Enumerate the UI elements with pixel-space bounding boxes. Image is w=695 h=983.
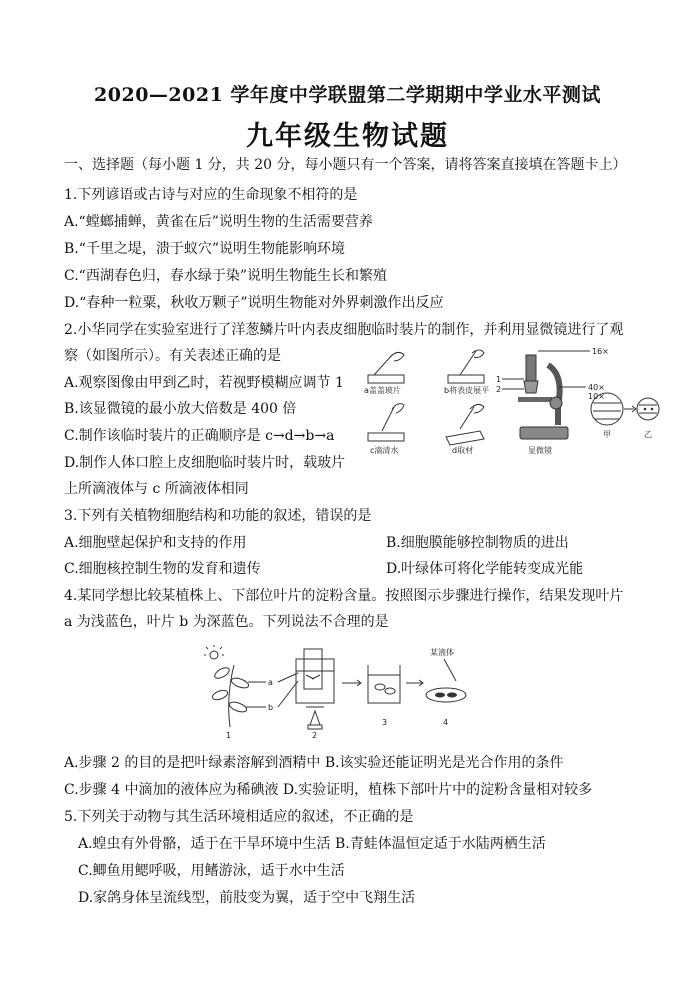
exam-subtitle: 九年级生物试题: [246, 121, 449, 152]
label-jia: 甲: [603, 430, 611, 439]
view-yi-figure: [637, 398, 659, 439]
water-bath-figure: [296, 649, 334, 740]
q1-stem: 1.下列谚语或古诗与对应的生命现象不相符的是: [64, 187, 358, 203]
label-step-1: 1: [226, 731, 232, 740]
q1-option-d: D.“春种一粒粟，秋收万颗子”说明生物能对外界刺激作出反应: [64, 295, 444, 311]
slide-step-a-figure: [364, 352, 404, 395]
label-num-2: 2: [496, 385, 502, 394]
q2-figure: [360, 345, 660, 460]
label-step-b: b将表皮展平: [444, 386, 490, 395]
q2-option-d-line1: D.制作人体口腔上皮细胞临时装片时，载玻片: [64, 455, 346, 471]
q3-option-c: C.细胞核控制生物的发育和遗传: [64, 561, 261, 577]
petri-dish-figure: [426, 647, 466, 727]
q2-option-d-line2: 上所滴液体与 c 所滴液体相同: [64, 481, 249, 497]
label-microscope: 显微镜: [528, 446, 552, 455]
microscope-figure: [496, 347, 609, 455]
label-leaf-a: a: [268, 678, 273, 687]
label-leaf-b: b: [268, 703, 274, 712]
label-step-d: d取材: [452, 446, 474, 455]
q1-option-b: B.“千里之堤，溃于蚁穴”说明生物能影响环境: [64, 241, 346, 257]
q3-option-d: D.叶绿体可将化学能转变成光能: [386, 561, 584, 577]
q5-option-c: C.鲫鱼用鳃呼吸，用鳍游泳，适于水中生活: [78, 863, 345, 879]
q4-stem-line2: a 为浅蓝色，叶片 b 为深蓝色。下列说法不合理的是: [64, 614, 389, 630]
beaker-figure: [368, 665, 400, 727]
q1-option-c: C.“西湖春色归，春水绿于染”说明生物能生长和繁殖: [64, 268, 387, 284]
q4-options-cd: C.步骤 4 中滴加的液体应为稀碘液 D.实验证明，植株下部叶片中的淀粉含量相对较多: [64, 782, 593, 798]
label-step-c: c滴清水: [370, 446, 399, 455]
label-step-3: 3: [382, 718, 388, 727]
q4-figure: [200, 645, 480, 740]
q2-stem-line1: 2.小华同学在实验室进行了洋葱鳞片叶内表皮细胞临时装片的制作，并利用显微镜进行了观: [64, 322, 624, 338]
q4-options-ab: A.步骤 2 的目的是把叶绿素溶解到酒精中 B.该实验还能证明光是光合作用的条件: [64, 755, 564, 771]
exam-title: 2020—2021 学年度中学联盟第二学期期中学业水平测试: [94, 84, 601, 106]
q4-stem-line1: 4.某同学想比较某植株上、下部位叶片的淀粉含量。按照图示步骤进行操作，结果发现叶片: [64, 588, 624, 604]
section-heading: 一、选择题（每小题 1 分，共 20 分，每小题只有一个答案，请将答案直接填在答题卡上）: [64, 157, 627, 173]
slide-step-b-figure: [444, 350, 489, 395]
label-step-4: 4: [443, 718, 449, 727]
plant-figure: [204, 645, 273, 740]
label-16x: 16×: [592, 347, 609, 356]
label-some-liquid: 某液体: [430, 648, 454, 657]
label-num-1: 1: [496, 375, 502, 384]
q2-stem-line2: 察（如图所示）。有关表述正确的是: [64, 348, 281, 364]
q2-option-a: A.观察图像由甲到乙时，若视野模糊应调节 1: [64, 375, 344, 391]
label-10x: 10×: [588, 392, 605, 401]
slide-step-c-figure: [368, 404, 404, 455]
q2-option-b: B.该显微镜的最小放大倍数是 400 倍: [64, 401, 297, 417]
q5-option-d: D.家鸽身体呈流线型，前肢变为翼，适于空中飞翔生活: [78, 890, 416, 906]
q5-stem: 5.下列关于动物与其生活环境相适应的叙述，不正确的是: [64, 809, 414, 825]
label-yi: 乙: [644, 430, 652, 439]
label-40x: 40×: [588, 383, 605, 392]
label-step-2: 2: [312, 731, 318, 740]
q3-stem: 3.下列有关植物细胞结构和功能的叙述，错误的是: [64, 508, 372, 524]
label-step-a: a盖盖玻片: [364, 386, 401, 395]
q2-option-c: C.制作该临时装片的正确顺序是 c→d→b→a: [64, 428, 335, 444]
q1-option-a: A.“螳螂捕蝉，黄雀在后”说明生物的生活需要营养: [64, 214, 373, 230]
q5-options-ab: A.蝗虫有外骨骼，适于在干旱环境中生活 B.青蛙体温恒定适于水陆两栖生活: [78, 836, 546, 852]
q3-option-b: B.细胞膜能够控制物质的进出: [386, 535, 569, 551]
slide-step-d-figure: [446, 404, 484, 455]
q3-option-a: A.细胞壁起保护和支持的作用: [64, 535, 247, 551]
